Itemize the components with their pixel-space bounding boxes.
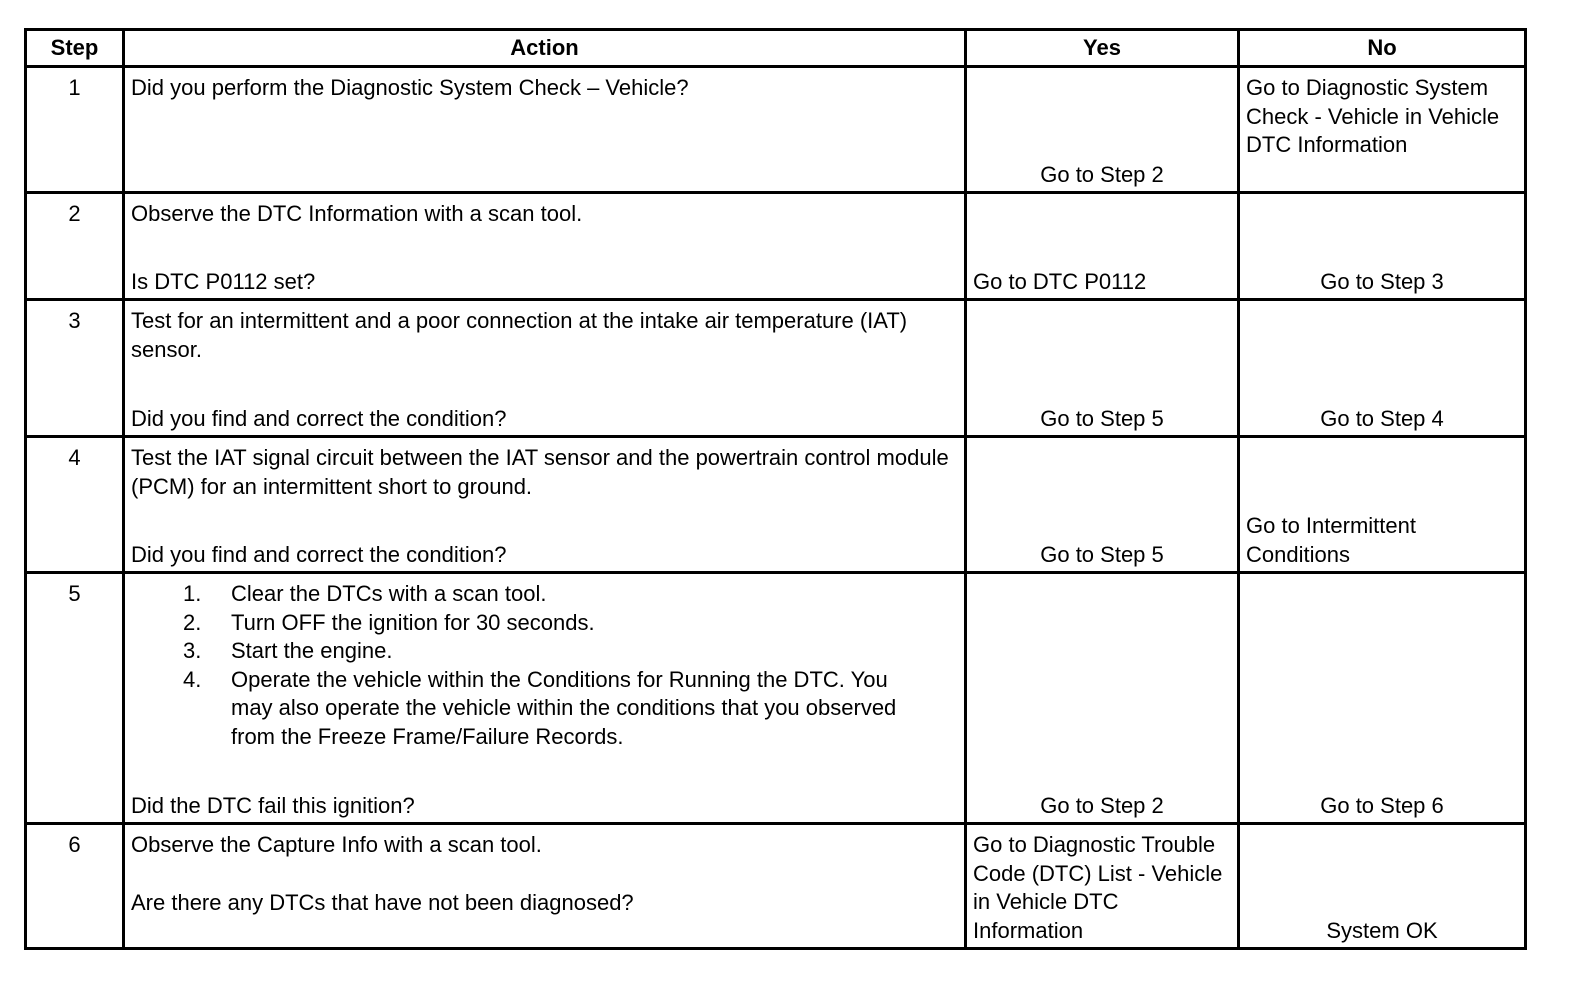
diagnostic-table-container (24, 28, 1524, 950)
yes-cell (966, 437, 1239, 573)
action-text: Test the IAT signal circuit between the IAT sensor and the powertrain control module (PCM) for an intermittent short to ground. (131, 445, 949, 499)
step-number: 6 (26, 824, 124, 949)
header-no: No (1239, 30, 1526, 67)
no-cell (1239, 437, 1526, 573)
list-item (183, 580, 958, 609)
step-number: 5 (26, 573, 124, 824)
list-item-number: 3. (183, 638, 202, 663)
step-number: 4 (26, 437, 124, 573)
no-cell (1239, 824, 1526, 949)
list-item (183, 609, 958, 638)
yes-cell (966, 300, 1239, 437)
header-yes: Yes (966, 30, 1239, 67)
header-row (26, 30, 1526, 67)
list-item-text: Turn OFF the ignition for 30 seconds. (231, 609, 595, 635)
list-item-text: Clear the DTCs with a scan tool. (231, 581, 547, 606)
yes-cell (966, 573, 1239, 824)
action-cell (124, 193, 966, 300)
header-action: Action (124, 30, 966, 67)
no-cell (1239, 193, 1526, 300)
table-row (26, 573, 1526, 824)
list-item (183, 637, 958, 666)
no-link[interactable]: Go to Intermittent Conditions (1246, 513, 1416, 567)
action-cell (124, 824, 966, 949)
step-number: 2 (26, 193, 124, 300)
action-cell (124, 67, 966, 193)
yes-link[interactable]: Go to Step 5 (1040, 541, 1164, 567)
diagnostic-table (24, 28, 1527, 950)
list-item-number: 4. (183, 666, 202, 692)
list-item-text: Start the engine. (231, 638, 393, 663)
step-number: 3 (26, 300, 124, 437)
yes-cell (966, 67, 1239, 193)
header-step: Step (26, 30, 124, 67)
list-item-number: 2. (183, 609, 202, 635)
action-cell (124, 573, 966, 824)
table-row (26, 67, 1526, 193)
yes-link[interactable]: Go to Step 2 (1040, 792, 1164, 818)
table-row (26, 437, 1526, 573)
action-question: Are there any DTCs that have not been diagnosed? (131, 889, 634, 915)
action-text: Did you perform the Diagnostic System Check – Vehicle? (131, 75, 689, 100)
no-link[interactable]: System OK (1326, 917, 1438, 943)
yes-link[interactable]: Go to Step 2 (1040, 161, 1164, 187)
action-question: Did you find and correct the condition? (131, 541, 507, 567)
no-link[interactable]: Go to Step 4 (1320, 405, 1444, 431)
action-question: Is DTC P0112 set? (131, 268, 316, 294)
no-cell (1239, 573, 1526, 824)
no-link[interactable]: Go to Step 6 (1320, 792, 1444, 818)
table-row (26, 300, 1526, 437)
no-cell (1239, 67, 1526, 193)
list-item-text: Operate the vehicle within the Conditions for Running the DTC. You may also operate the vehicle within the conditions that you observed from the Freeze Frame/Failure Records. (231, 666, 897, 749)
yes-cell (966, 193, 1239, 300)
action-question: Did you find and correct the condition? (131, 405, 507, 431)
table-row (26, 193, 1526, 300)
no-cell (1239, 300, 1526, 437)
yes-link[interactable]: Go to Step 5 (1040, 405, 1164, 431)
list-item (183, 666, 958, 752)
yes-cell (966, 824, 1239, 949)
no-link[interactable]: Go to Step 3 (1320, 268, 1444, 294)
no-link[interactable]: Go to Diagnostic System Check - Vehicle in Vehicle DTC Information (1246, 75, 1500, 157)
action-text: Observe the DTC Information with a scan tool. (131, 201, 583, 226)
action-text: Test for an intermittent and a poor connection at the intake air temperature (IAT) sensor. (131, 308, 908, 362)
step-number: 1 (26, 67, 124, 193)
action-text: Observe the Capture Info with a scan tool. (131, 832, 542, 857)
yes-link[interactable]: Go to DTC P0112 (973, 268, 1147, 294)
action-cell (124, 300, 966, 437)
yes-link[interactable]: Go to Diagnostic Trouble Code (DTC) List - Vehicle in Vehicle DTC Information (973, 832, 1223, 943)
action-step-list (131, 580, 958, 751)
table-row (26, 824, 1526, 949)
list-item-number: 1. (183, 581, 202, 606)
action-question: Did the DTC fail this ignition? (131, 792, 415, 818)
action-cell (124, 437, 966, 573)
